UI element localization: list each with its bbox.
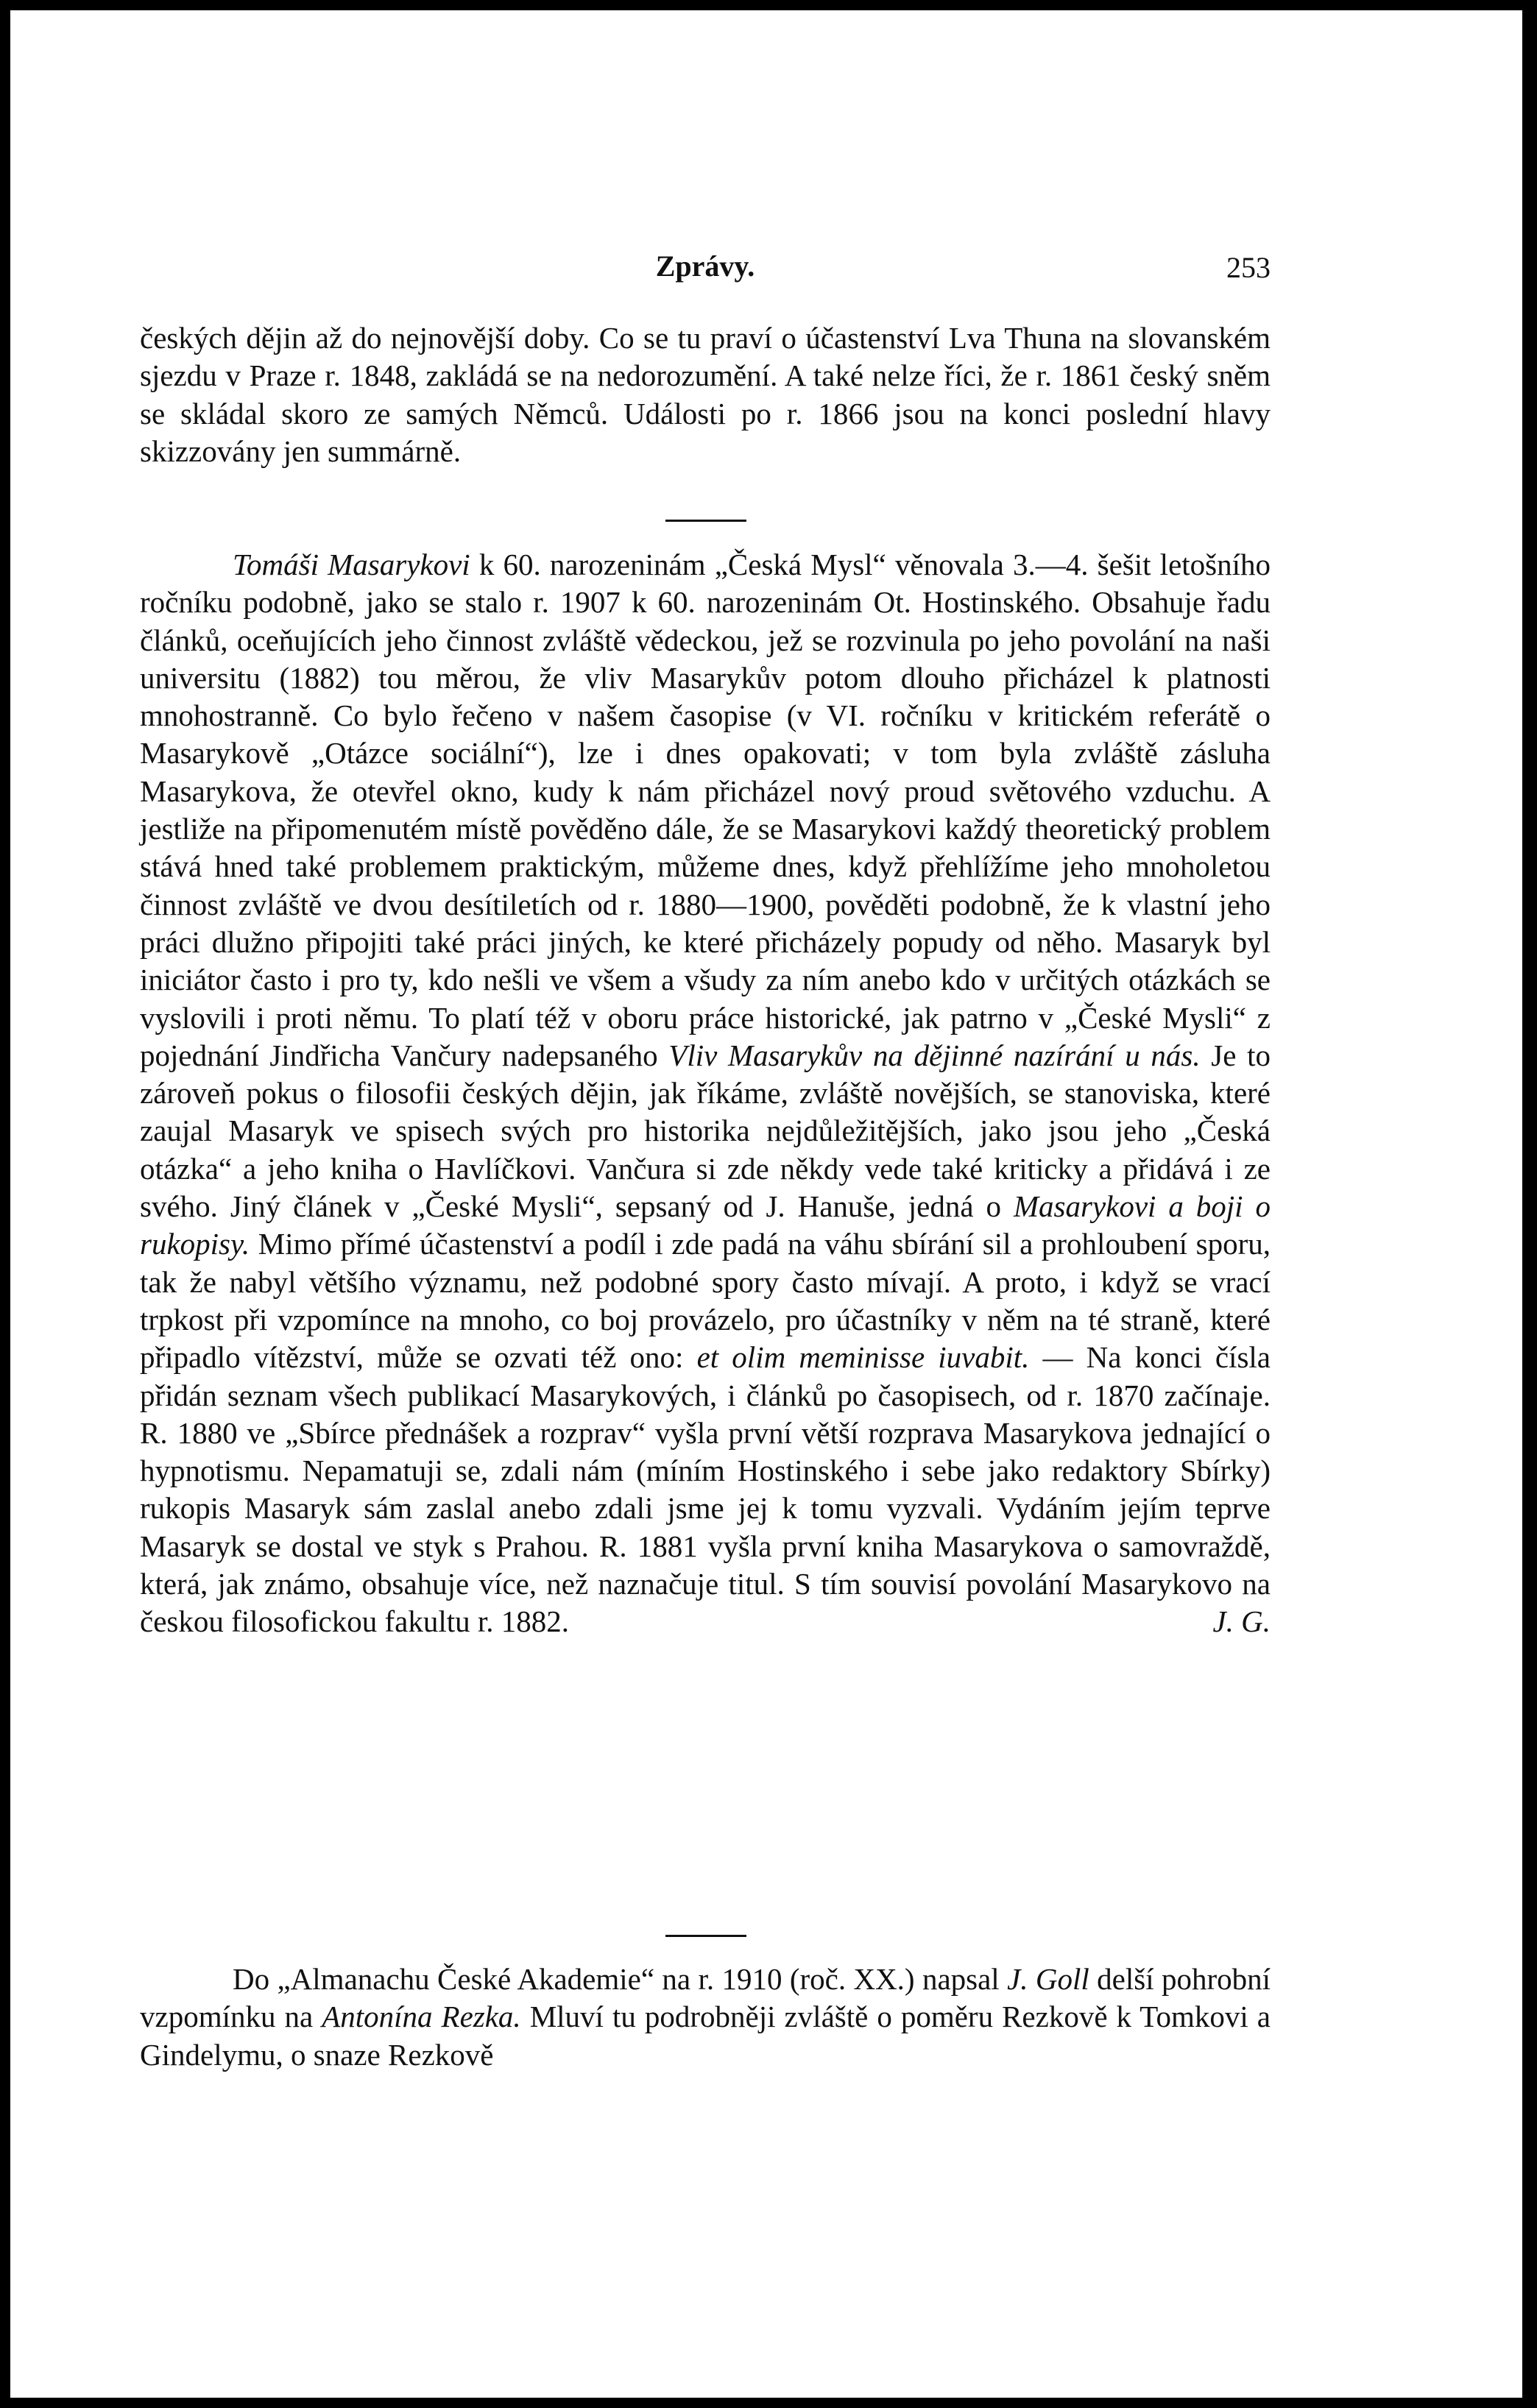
paragraph-2 — [140, 546, 1271, 1641]
page-header — [140, 244, 1271, 291]
paragraph-2-text-b: Je to zároveň pokus o filosofii českých dějin, jak říkáme, zvláště novějších, se stanoviska, které zaujal Masaryk ve spisech svých pro historika nejdůležitějších, jako jsou jeho „Česká otázka“ a jeho kniha o Havlíčkovi. Vančura si zde někdy vede také kriticky a přidává i ze svého. Jiný článek v „České Mysli“, sepsaný od J. Hanuše, jedná o — [140, 1038, 1271, 1224]
goll-name: J. Goll — [1007, 1962, 1089, 1996]
paragraph-1-text: českých dějin až do nejnovější doby. Co se tu praví o účastenství Lva Thuna na slovanském sjezdu v Praze r. 1848, zakládá se na nedorozumění. A také nelze říci, že r. 1861 český sněm se skládal skoro ze samých Němců. Události po r. 1866 jsou na konci poslední hlavy skizzovány jen summárně. — [140, 321, 1271, 468]
paragraph-3-text-c: Mluví tu podrobněji zvláště o poměru Rezkově k Tomkovi a Gindelymu, o snaze Rezkově — [140, 2000, 1271, 2072]
author-signature: J. G. — [1212, 1604, 1271, 1639]
paragraph-3 — [140, 1961, 1271, 2074]
document-page — [10, 10, 1522, 2398]
vancura-article-title: Vliv Masarykův na dějinné nazírání u nás. — [668, 1038, 1201, 1072]
section-divider — [665, 520, 746, 522]
paragraph-3-text-b: delší pohrobní vzpomínku na — [140, 1962, 1271, 2034]
paragraph-2-text-c: Mimo přímé účastenství a podíl i zde padá na váhu sbírání sil a prohloubení sporu, tak že nabyl většího významu, než podobné spory často mívají. A proto, i když se vrací trpkost při vzpomínce na mnoho, co boj provázelo, pro účastníky v něm na té straně, které připadlo vítězství, může se ozvati též ono: — [140, 1227, 1271, 1375]
hanus-article-title: Masarykovi a boji o rukopisy. — [140, 1189, 1271, 1261]
rezek-name: Antonína Rezka. — [322, 2000, 521, 2034]
latin-quote: et olim meminisse iuvabit. — [696, 1340, 1030, 1375]
running-title: Zprávy. — [655, 249, 755, 283]
masaryk-heading: Tomáši Masarykovi — [233, 548, 470, 581]
section-divider-2 — [665, 1935, 746, 1937]
paragraph-2-text-d: — Na konci čísla přidán seznam všech publikací Masarykových, i článků po časopisech, od r. 1870 začínaje. R. 1880 ve „Sbírce přednášek a rozprav“ vyšla první větší rozprava Masarykova jednající o hypnotismu. Nepamatuji se, zdali nám (míním Hostinského i sebe jako redaktory Sbírky) rukopis Masaryk sám zaslal anebo zdali jsme jej k tomu vyzvali. Vydáním jejím teprve Masaryk se dostal ve styk s Prahou. R. 1881 vyšla první kniha Masarykova o samovraždě, která, jak známo, obsahuje více, než naznačuje titul. S tím souvisí povolání Masarykovo na českou filosofickou fakultu r. 1882. — [140, 1340, 1271, 1639]
paragraph-3-text-a: Do „Almanachu České Akademie“ na r. 1910 (roč. XX.) napsal — [233, 1962, 1008, 1996]
paragraph-1 — [140, 319, 1271, 470]
paragraph-2-text-a: k 60. narozeninám „Česká Mysl“ věnovala 3.—4. šešit letošního ročníku podobně, jako se stalo r. 1907 k 60. narozeninám Ot. Hostinského. Obsahuje řadu článků, oceňujících jeho činnost zvláště vědeckou, jež se rozvinula po jeho povolání na naši universitu (1882) tou měrou, že vliv Masarykův potom dlouho přicházel k platnosti mnohostranně. Co bylo řečeno v našem časopise (v VI. ročníku v kritickém referátě o Masarykově „Otázce sociální“), lze i dnes opakovati; v tom byla zvláště zásluha Masarykova, že otevřel okno, kudy k nám přicházel nový proud světového vzduchu. A jestliže na připomenutém místě pověděno dále, že se Masarykovi každý theoretický problem stává hned také problemem praktickým, můžeme dnes, když přehlížíme jeho mnoholetou činnost zvláště ve dvou desítiletích od r. 1880—1900, pověděti podobně, že k vlastní jeho práci dlužno připojiti také práci jiných, ke které přicházely popudy od něho. Masaryk byl iniciátor často i pro ty, kdo nešli ve všem a všudy za ním anebo kdo v určitých otázkách se vyslovili i proti němu. To platí též v oboru práce historické, jak patrno v „České Mysli“ z pojednání Jindřicha Vančury nadepsaného — [140, 548, 1271, 1072]
page-number: 253 — [1226, 251, 1271, 284]
